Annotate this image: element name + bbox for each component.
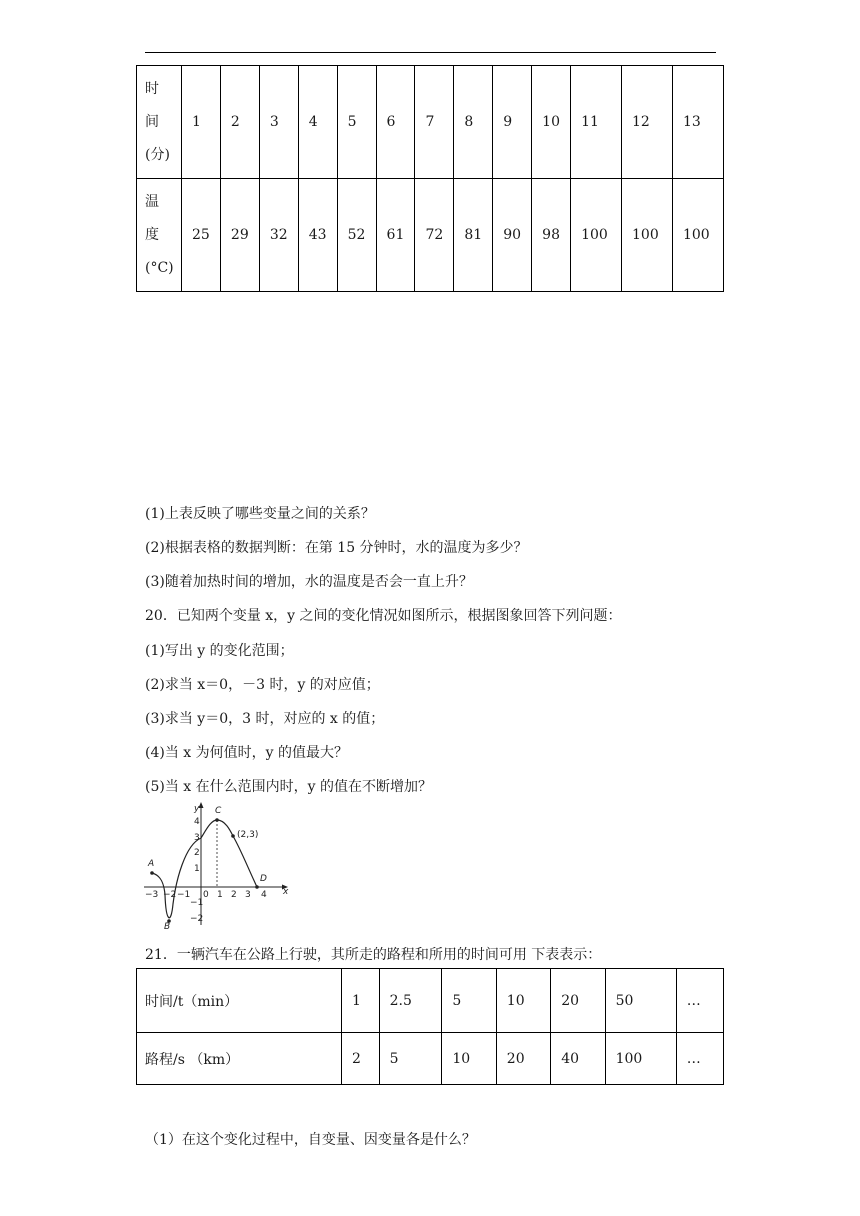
table-cell: …	[676, 969, 723, 1033]
table-cell: 20	[496, 1033, 550, 1085]
table-cell: 8	[454, 66, 493, 179]
function-graph	[140, 800, 300, 930]
q20-part4: (4)当 x 为何值时，y 的值最大？	[145, 745, 348, 761]
table-cell: 11	[571, 66, 622, 179]
x-tick-label: −2	[163, 890, 177, 900]
table-cell: 7	[415, 66, 454, 179]
table-cell: 50	[605, 969, 676, 1033]
q21-stem: 21．一辆汽车在公路上行驶，其所走的路程和所用的时间可用 下表表示：	[145, 947, 602, 963]
table-cell: 13	[672, 66, 723, 179]
row-label-temperature: 温 度 (°C)	[137, 179, 182, 292]
table-cell: 52	[337, 179, 376, 292]
q20-part1: (1)写出 y 的变化范围；	[145, 643, 294, 659]
table-cell: 9	[493, 66, 532, 179]
table-cell: 5	[337, 66, 376, 179]
table-cell: 100	[672, 179, 723, 292]
q19-part2: (2)根据表格的数据判断：在第 15 分钟时，水的温度为多少？	[145, 540, 528, 556]
table-cell: 6	[376, 66, 415, 179]
point-c-label: C	[215, 806, 222, 816]
table-cell: 5	[379, 1033, 442, 1085]
temperature-table	[136, 65, 724, 292]
y-tick-label: 1	[194, 864, 200, 874]
x-tick-label: −3	[145, 890, 159, 900]
table-cell: 100	[571, 179, 622, 292]
table-row	[137, 1033, 724, 1085]
q21-part1: （1）在这个变化过程中，自变量、因变量各是什么？	[145, 1132, 476, 1148]
table-cell: 10	[442, 1033, 496, 1085]
y-axis-label: y	[194, 804, 200, 814]
y-tick-label: 3	[194, 833, 200, 843]
table-cell: 29	[220, 179, 259, 292]
x-tick-label: 4	[261, 890, 267, 900]
table-cell: 5	[442, 969, 496, 1033]
table-cell: 98	[532, 179, 571, 292]
x-tick-label: 2	[231, 890, 237, 900]
x-tick-label: 3	[245, 890, 251, 900]
point-b-label: B	[164, 922, 171, 930]
table-cell: 10	[532, 66, 571, 179]
point-2-3-marker	[231, 834, 235, 838]
table-cell: 4	[298, 66, 337, 179]
table-row	[137, 969, 724, 1033]
table-cell: 25	[182, 179, 221, 292]
x-tick-label: 1	[217, 890, 223, 900]
table-cell: 10	[496, 969, 550, 1033]
point-d-label: D	[260, 874, 267, 884]
table-cell: 100	[622, 179, 673, 292]
table-cell: 12	[622, 66, 673, 179]
y-tick-label: −2	[190, 914, 204, 924]
table-cell: 2	[220, 66, 259, 179]
table-cell: 81	[454, 179, 493, 292]
y-tick-label: 2	[194, 848, 200, 858]
table-cell: …	[676, 1033, 723, 1085]
table-cell: 43	[298, 179, 337, 292]
q20-part3: (3)求当 y＝0，3 时，对应的 x 的值；	[145, 711, 385, 727]
header-rule	[145, 52, 716, 53]
q19-part1: (1)上表反映了哪些变量之间的关系？	[145, 506, 375, 522]
table-cell: 2	[342, 1033, 380, 1085]
table-cell: 40	[551, 1033, 605, 1085]
table-cell: 1	[182, 66, 221, 179]
point-a-marker	[150, 871, 154, 875]
point-d-marker	[255, 885, 259, 889]
table-cell: 72	[415, 179, 454, 292]
point-2-3-label: (2,3)	[237, 830, 259, 840]
q20-part5: (5)当 x 在什么范围内时，y 的值在不断增加？	[145, 779, 432, 795]
table-cell: 90	[493, 179, 532, 292]
x-axis-label: x	[283, 887, 289, 897]
table-cell: 61	[376, 179, 415, 292]
table-cell: 100	[605, 1033, 676, 1085]
table-cell: 2.5	[379, 969, 442, 1033]
table-row	[137, 66, 724, 179]
y-tick-label: −1	[190, 898, 204, 908]
row-label-distance: 路程/s （km）	[137, 1033, 342, 1085]
point-c-marker	[215, 818, 219, 822]
row-label-time: 时间/t（min）	[137, 969, 342, 1033]
distance-table	[136, 968, 724, 1085]
x-tick-label: 0	[203, 890, 209, 900]
row-label-time: 时 间 (分)	[137, 66, 182, 179]
table-cell: 20	[551, 969, 605, 1033]
table-cell: 1	[342, 969, 380, 1033]
table-cell: 3	[259, 66, 298, 179]
q19-part3: (3)随着加热时间的增加，水的温度是否会一直上升？	[145, 574, 473, 590]
q20-part2: (2)求当 x＝0，－3 时，y 的对应值；	[145, 677, 380, 693]
q20-stem: 20．已知两个变量 x，y 之间的变化情况如图所示，根据图象回答下列问题：	[145, 608, 622, 624]
table-cell: 32	[259, 179, 298, 292]
x-tick-label: −1	[177, 890, 191, 900]
point-a-label: A	[148, 859, 155, 869]
table-row	[137, 179, 724, 292]
y-tick-label: 4	[194, 817, 200, 827]
